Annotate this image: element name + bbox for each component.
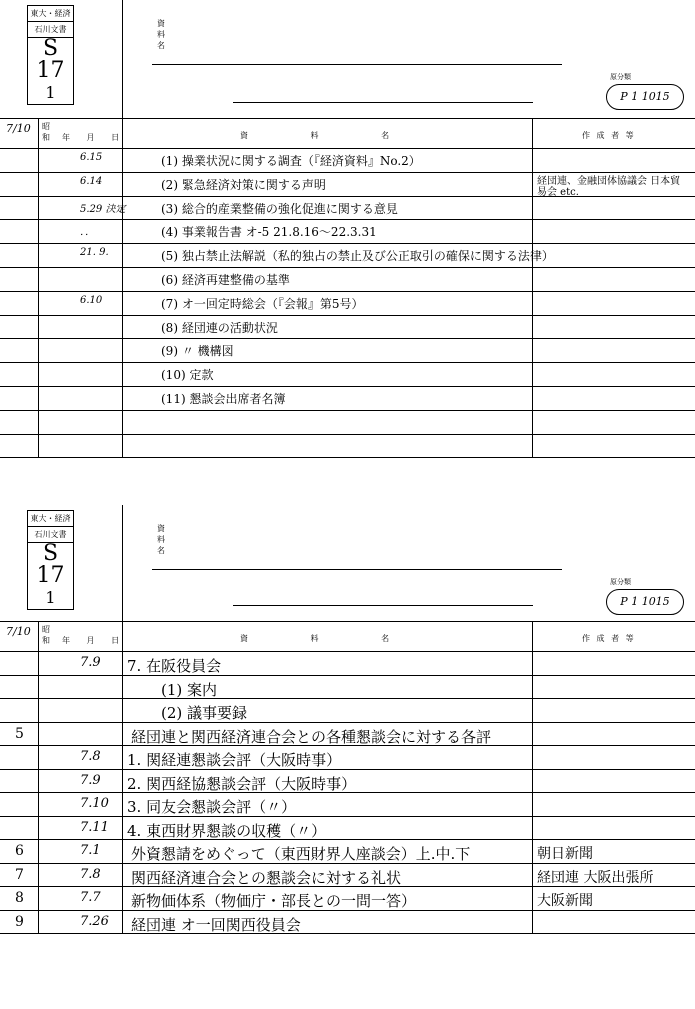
row-mon: 5 (15, 725, 24, 742)
title-underline (152, 569, 562, 570)
row-rule (0, 457, 695, 458)
header-author: 作 成 者 等 (582, 634, 634, 643)
row-date: 21. 9. (80, 247, 109, 259)
catalog-sheet-bottom (0, 505, 695, 1009)
header-date-col: 7/10 (6, 625, 31, 638)
stamp-code-2: 17 (36, 58, 65, 83)
row-rule (0, 172, 695, 173)
col-divider (532, 118, 533, 457)
row-title: 4. 東西財界懇談の収穫（〃） (127, 821, 327, 840)
row-author: 経団連 大阪出張所 (537, 869, 654, 886)
classification-code: P 1 1015 (606, 84, 684, 110)
divider (122, 0, 123, 118)
row-rule (0, 338, 695, 339)
row-rule (0, 291, 695, 292)
shiryo-label: 資料名 (157, 524, 165, 555)
stamp-code-2: 17 (36, 563, 65, 588)
row-rule (0, 933, 695, 934)
row-title: 2. 関西経協懇談会評（大阪時事） (127, 774, 357, 793)
row-rule (0, 675, 695, 676)
row-date: 7.8 (80, 749, 101, 764)
row-title: (10) 定款 (161, 368, 214, 383)
header-date-col: 7/10 (6, 122, 31, 135)
archive-stamp (27, 5, 74, 105)
row-date: 6.14 (80, 175, 103, 187)
row-title: 1. 関経連懇談会評（大阪時事） (127, 751, 342, 769)
row-mon: 7 (15, 866, 24, 883)
shiryo-label: 資料名 (157, 19, 165, 50)
row-author: 経団連、金融団体協議会 日本貿易会 etc. (537, 175, 681, 198)
row-title: (6) 経済再建整備の基準 (161, 273, 290, 287)
stamp-code-3: 1 (45, 588, 56, 607)
row-mon: 9 (15, 913, 24, 930)
row-rule (0, 816, 695, 817)
row-title: (8) 経団連の活動状況 (161, 320, 278, 335)
row-title: (1) 操業状況に関する調査（『経済資料』No.2） (161, 154, 421, 168)
row-title: 経団連と関西経済連合会との各種懇談会に対する各評 (131, 727, 492, 746)
row-title: (5) 独占禁止法解説（私的独占の禁止及び公正取引の確保に関する法律） (161, 249, 554, 264)
row-mon: 8 (15, 890, 24, 906)
row-title: 新物価体系（物価庁・部長との一問一答） (131, 892, 417, 910)
row-date: 7.7 (80, 890, 101, 905)
row-title: (1) 案内 (161, 680, 218, 699)
row-title: (2) 議事要録 (161, 704, 248, 722)
header-title: 資 料 名 (240, 131, 390, 140)
row-rule (0, 722, 695, 723)
row-rule (0, 219, 695, 220)
header-bottom-border (0, 651, 695, 652)
row-rule (0, 769, 695, 770)
row-date: 5.29 決定 (80, 203, 126, 215)
archive-stamp (27, 510, 74, 610)
row-title: (4) 事業報告書 オ-5 21.8.16～22.3.31 (161, 225, 377, 240)
title-underline (233, 605, 533, 606)
stamp-line-1: 東大・経済 (28, 6, 73, 22)
classification-code: P 1 1015 (606, 589, 684, 615)
divider (122, 505, 123, 621)
table-top-border (0, 621, 695, 622)
row-date: 7.1 (80, 843, 101, 858)
row-date: 7.9 (80, 772, 101, 788)
row-date: 6.10 (80, 294, 103, 306)
header-era: 昭和 (42, 625, 50, 645)
header-author: 作 成 者 等 (582, 131, 634, 140)
stamp-code-1: S (42, 36, 59, 61)
row-title: (3) 総合的産業整備の強化促進に関する意見 (161, 201, 398, 216)
stamp-line-2: 石川文書 (28, 527, 73, 543)
row-date: 7.26 (80, 913, 109, 929)
row-title: 外資懇請をめぐって（東西財界人座談会）上.中.下 (131, 845, 471, 863)
row-rule (0, 362, 695, 363)
row-title: 関西経済連合会との懇談会に対する礼状 (131, 868, 402, 887)
row-title: 経団連 オ一回関西役員会 (131, 915, 301, 934)
row-title: 7. 在阪役員会 (127, 657, 222, 675)
row-author: 朝日新聞 (537, 846, 593, 862)
row-rule (0, 267, 695, 268)
header-title: 資 料 名 (240, 634, 390, 643)
stamp-line-1: 東大・経済 (28, 511, 73, 527)
row-mon: 6 (15, 843, 24, 859)
row-title: (2) 緊急経済対策に関する声明 (161, 177, 326, 192)
header-ymd: 年 月 日 (62, 133, 120, 142)
row-date: 7.9 (80, 655, 101, 670)
row-date: 6.15 (80, 152, 103, 163)
col-divider (122, 118, 123, 457)
row-rule (0, 243, 695, 244)
bunrui-label: 原分類 (610, 578, 631, 586)
row-date: 7.8 (80, 866, 101, 882)
row-date: ．． (80, 227, 95, 239)
title-underline (233, 102, 533, 103)
title-underline (152, 64, 562, 65)
header-bottom-border (0, 148, 695, 149)
bunrui-label: 原分類 (610, 73, 631, 81)
stamp-line-2: 石川文書 (28, 22, 73, 38)
row-rule (0, 698, 695, 699)
row-rule (0, 839, 695, 840)
row-title: (11) 懇談会出席者名簿 (161, 392, 286, 406)
stamp-code-3: 1 (45, 83, 56, 102)
row-rule (0, 434, 695, 435)
row-rule (0, 315, 695, 316)
header-ymd: 年 月 日 (62, 636, 120, 645)
stamp-code-1: S (42, 541, 59, 566)
table-top-border (0, 118, 695, 119)
row-title: (7) オ一回定時総会（『会報』第5号） (161, 296, 364, 311)
row-date: 7.10 (80, 796, 109, 811)
col-divider (38, 118, 39, 457)
row-rule (0, 386, 695, 387)
row-author: 大阪新聞 (537, 893, 593, 909)
row-rule (0, 410, 695, 411)
header-era: 昭和 (42, 122, 50, 142)
row-title: 3. 同友会懇談会評（〃） (127, 798, 297, 816)
row-date: 7.11 (80, 819, 109, 835)
row-title: (9) 〃 機構図 (161, 344, 234, 359)
